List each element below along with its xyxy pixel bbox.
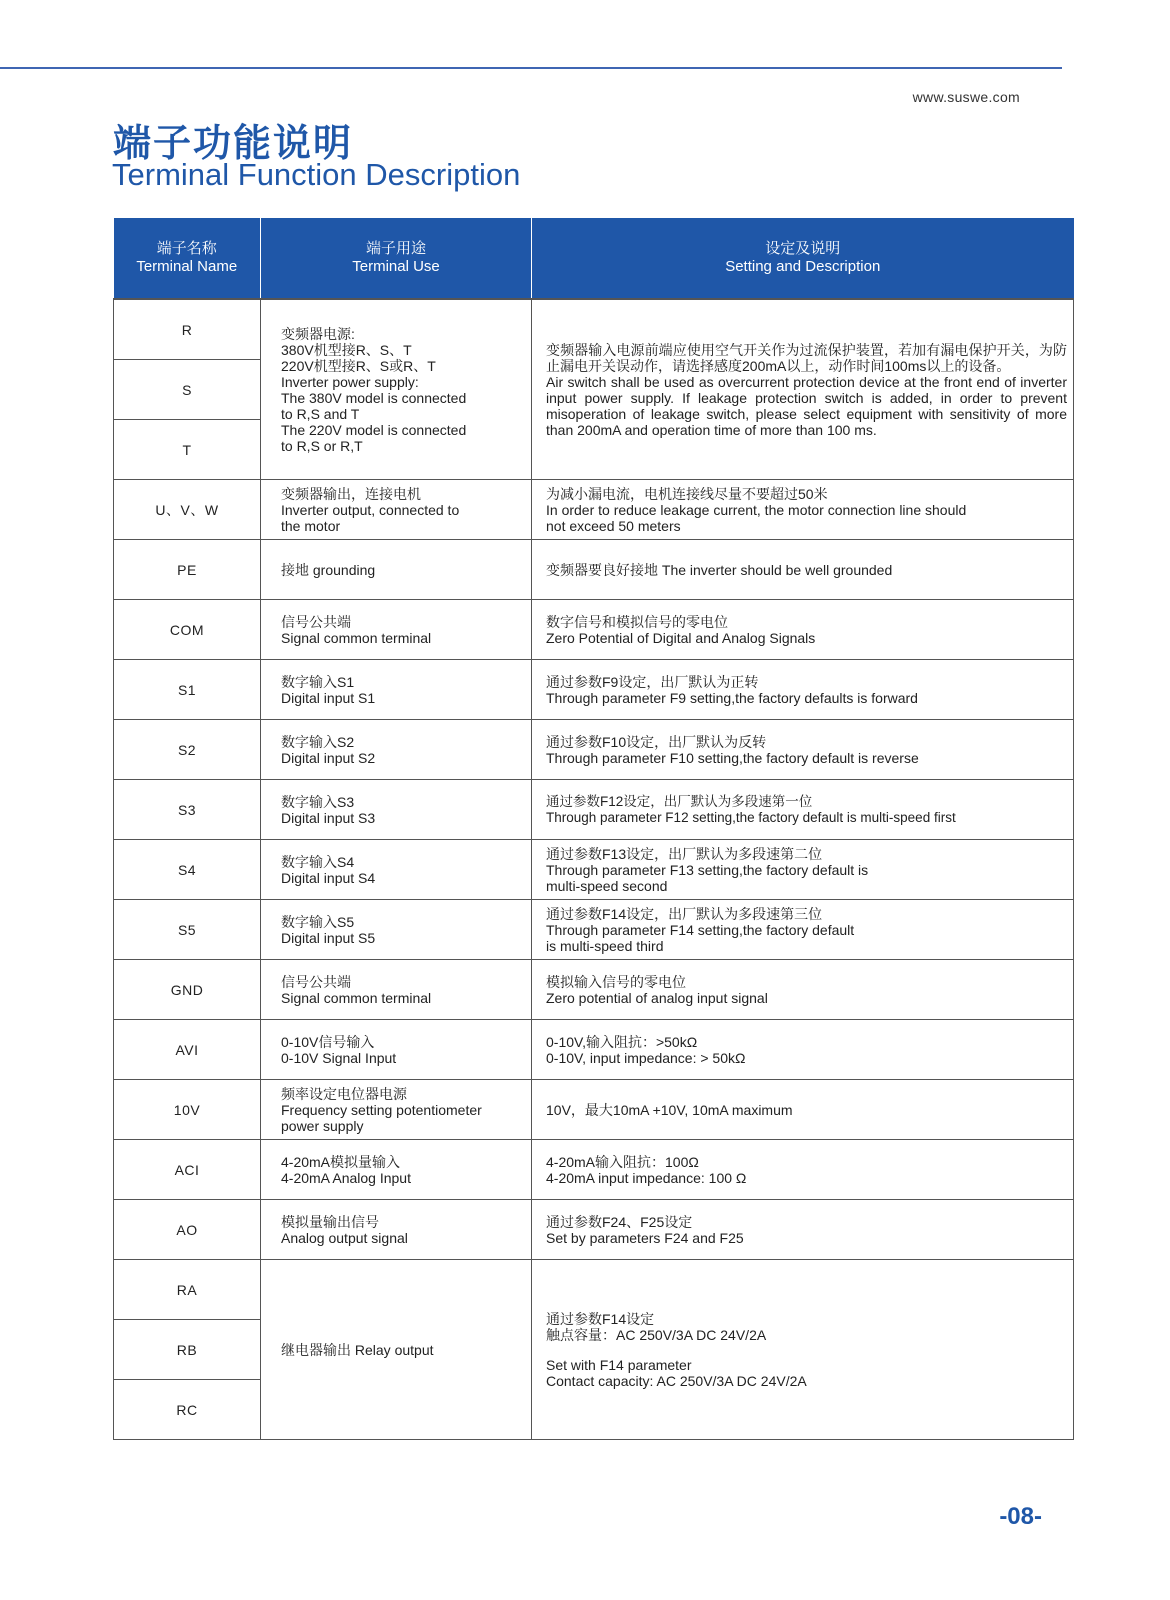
table-row: [114, 900, 1074, 960]
terminal-use-cell: 数字输入S4 Digital input S4: [261, 840, 532, 900]
table-row: [114, 299, 1074, 360]
description-cell: 0-10V,输入阻抗：>50kΩ 0-10V, input impedance: > 50kΩ: [532, 1020, 1074, 1080]
description-cell: 10V，最大10mA +10V, 10mA maximum: [532, 1080, 1074, 1140]
table-row: [114, 480, 1074, 540]
description-cell: 数字信号和模拟信号的零电位 Zero Potential of Digital and Analog Signals: [532, 600, 1074, 660]
terminal-use-cell: 信号公共端 Signal common terminal: [261, 960, 532, 1020]
terminal-name-cell: S5: [114, 900, 261, 960]
table-row: [114, 600, 1074, 660]
terminal-use-cell: 数字输入S1 Digital input S1: [261, 660, 532, 720]
terminal-name-cell: RB: [114, 1320, 261, 1380]
description-cell: 通过参数F9设定，出厂默认为正转 Through parameter F9 setting,the factory defaults is forward: [532, 660, 1074, 720]
description-cell: 通过参数F24、F25设定 Set by parameters F24 and F25: [532, 1200, 1074, 1260]
terminal-name-cell: S2: [114, 720, 261, 780]
header-setting-description: 设定及说明 Setting and Description: [532, 218, 1074, 299]
table-row: [114, 1200, 1074, 1260]
terminal-use-cell: 变频器电源: 380V机型接R、S、T 220V机型接R、S或R、T Inverter power supply: The 380V model is connected to R,S and T The 220V model is connected to R,S or R,T: [261, 299, 532, 480]
terminal-name-cell: AVI: [114, 1020, 261, 1080]
header-terminal-name: 端子名称 Terminal Name: [114, 218, 261, 299]
description-cell: 模拟输入信号的零电位 Zero potential of analog input signal: [532, 960, 1074, 1020]
table-row: [114, 1140, 1074, 1200]
terminal-name-cell: COM: [114, 600, 261, 660]
page-title-en: Terminal Function Description: [112, 157, 521, 192]
terminal-use-cell: 模拟量输出信号 Analog output signal: [261, 1200, 532, 1260]
terminal-name-cell: RC: [114, 1380, 261, 1440]
description-cell: 通过参数F13设定，出厂默认为多段速第二位 Through parameter F13 setting,the factory default is multi-speed second: [532, 840, 1074, 900]
terminal-use-cell: 变频器输出，连接电机 Inverter output, connected to the motor: [261, 480, 532, 540]
terminal-table: [113, 218, 1074, 1440]
terminal-use-cell: 频率设定电位器电源 Frequency setting potentiometer power supply: [261, 1080, 532, 1140]
terminal-name-cell: S: [114, 360, 261, 420]
terminal-name-cell: 10V: [114, 1080, 261, 1140]
table-row: [114, 840, 1074, 900]
terminal-name-cell: T: [114, 420, 261, 480]
terminal-use-cell: 0-10V信号输入 0-10V Signal Input: [261, 1020, 532, 1080]
terminal-name-cell: R: [114, 299, 261, 360]
description-cell: 通过参数F10设定，出厂默认为反转 Through parameter F10 setting,the factory default is reverse: [532, 720, 1074, 780]
terminal-name-cell: RA: [114, 1260, 261, 1320]
description-cell: 变频器要良好接地 The inverter should be well grounded: [532, 540, 1074, 600]
table-row: [114, 540, 1074, 600]
table-row: [114, 1080, 1074, 1140]
table-row: [114, 780, 1074, 840]
terminal-name-cell: AO: [114, 1200, 261, 1260]
table-header-row: [114, 218, 1074, 299]
terminal-name-cell: S3: [114, 780, 261, 840]
terminal-use-cell: 4-20mA模拟量输入 4-20mA Analog Input: [261, 1140, 532, 1200]
table-row: [114, 960, 1074, 1020]
description-cell: 通过参数F12设定，出厂默认为多段速第一位 Through parameter F12 setting,the factory default is multi-speed first: [532, 780, 1074, 840]
description-cell: 为减小漏电流，电机连接线尽量不要超过50米 In order to reduce leakage current, the motor connection line should not exceed 50 meters: [532, 480, 1074, 540]
table-row: [114, 720, 1074, 780]
top-rule: [0, 67, 1062, 69]
terminal-use-cell: 继电器输出 Relay output: [261, 1260, 532, 1440]
terminal-use-cell: 数字输入S2 Digital input S2: [261, 720, 532, 780]
terminal-name-cell: PE: [114, 540, 261, 600]
description-cell: 通过参数F14设定，出厂默认为多段速第三位 Through parameter F14 setting,the factory default is multi-speed third: [532, 900, 1074, 960]
description-cell: 变频器输入电源前端应使用空气开关作为过流保护装置，若加有漏电保护开关，为防止漏电开关误动作，请选择感度200mA以上，动作时间100ms以上的设备。 Air switch shall be used as overcurrent protection device at the front end of inverter input power supply. If leakage protection switch is added, in order to prevent misoperation of leakage switch, please select equipment with sensitivity of more than 200mA and operation time of more than 100 ms.: [532, 299, 1074, 480]
terminal-use-cell: 数字输入S5 Digital input S5: [261, 900, 532, 960]
description-cell: 通过参数F14设定 触点容量：AC 250V/3A DC 24V/2A Set with F14 parameter Contact capacity: AC 250V/3A DC 24V/2A: [532, 1260, 1074, 1440]
page-title-cn: 端子功能说明: [113, 123, 354, 165]
header-terminal-use: 端子用途 Terminal Use: [261, 218, 532, 299]
table-row: [114, 660, 1074, 720]
terminal-use-cell: 接地 grounding: [261, 540, 532, 600]
table-row: [114, 1260, 1074, 1320]
website-url: www.suswe.com: [912, 89, 1020, 105]
terminal-use-cell: 数字输入S3 Digital input S3: [261, 780, 532, 840]
terminal-use-cell: 信号公共端 Signal common terminal: [261, 600, 532, 660]
terminal-name-cell: ACI: [114, 1140, 261, 1200]
table-row: [114, 1020, 1074, 1080]
description-cell: 4-20mA输入阻抗：100Ω 4-20mA input impedance: 100 Ω: [532, 1140, 1074, 1200]
page-number: -08-: [999, 1503, 1042, 1530]
terminal-name-cell: U、V、W: [114, 480, 261, 540]
terminal-name-cell: S4: [114, 840, 261, 900]
terminal-name-cell: S1: [114, 660, 261, 720]
terminal-name-cell: GND: [114, 960, 261, 1020]
